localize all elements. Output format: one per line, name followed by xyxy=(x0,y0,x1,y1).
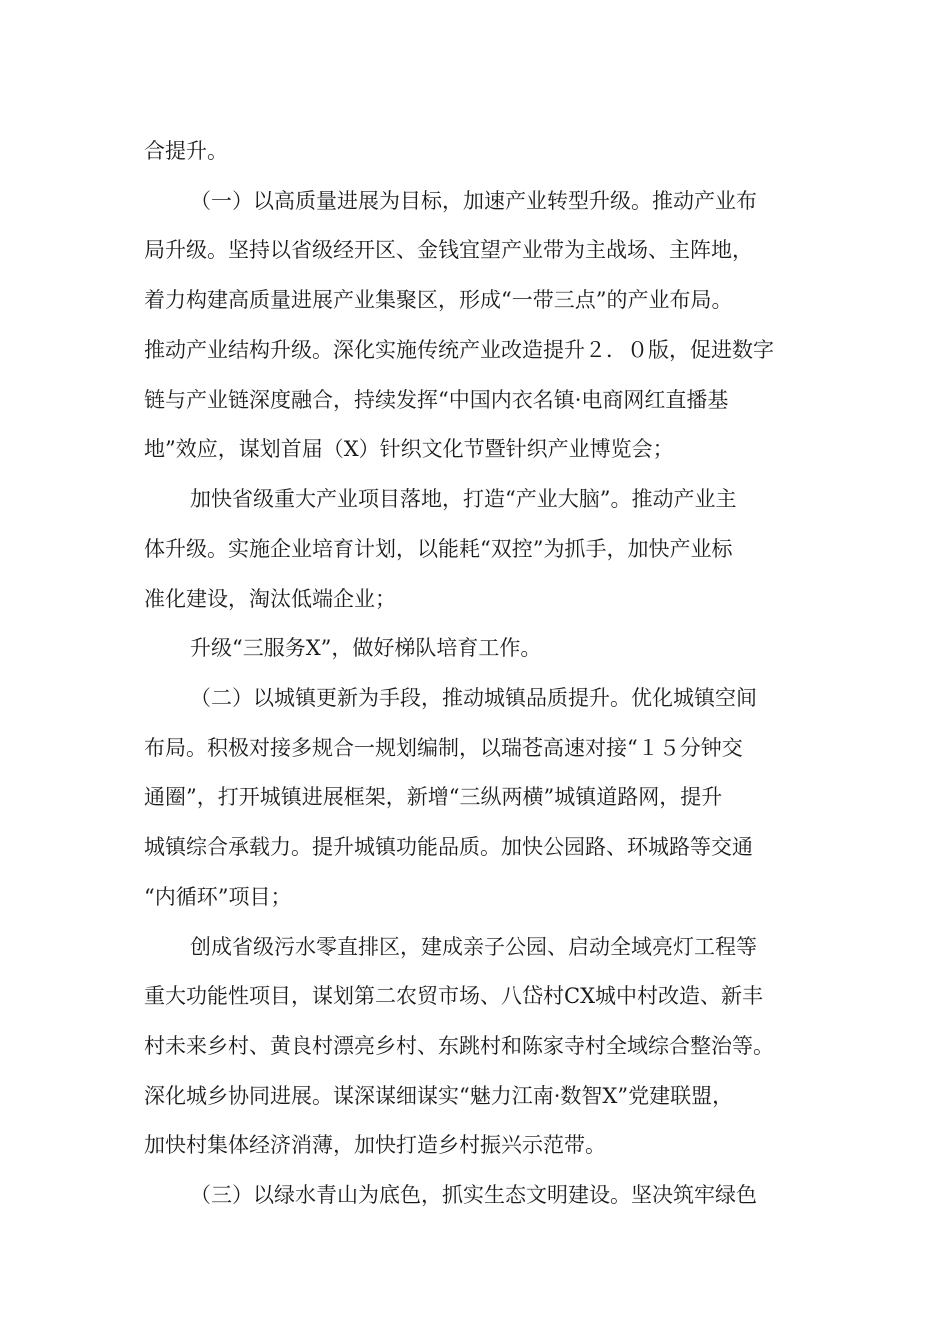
text-line: （一）以高质量进展为目标，加速产业转型升级。推动产业布 xyxy=(190,189,757,213)
text-line: 村未来乡村、黄良村漂亮乡村、东跳村和陈家寺村全域综合整治等。 xyxy=(144,1034,774,1058)
text-line: 推动产业结构升级。深化实施传统产业改造提升２．０版，促进数字 xyxy=(144,338,774,362)
text-line: 重大功能性项目，谋划第二农贸市场、八岱村CX城中村改造、新丰 xyxy=(144,984,764,1008)
text-line: 创成省级污水零直排区，建成亲子公园、启动全域亮灯工程等 xyxy=(190,935,757,959)
text-line: 地”效应，谋划首届（X）针织文化节暨针织产业博览会； xyxy=(144,437,674,461)
text-line: 通圈”，打开城镇进展框架，新增“三纵两横”城镇道路网，提升 xyxy=(144,785,723,809)
text-line: 体升级。实施企业培育计划，以能耗“双控”为抓手，加快产业标 xyxy=(144,537,733,561)
text-line: 城镇综合承载力。提升城镇功能品质。加快公园路、环城路等交通 xyxy=(144,835,753,859)
text-line: 加快村集体经济消薄，加快打造乡村振兴示范带。 xyxy=(144,1133,606,1157)
text-line: 链与产业链深度融合，持续发挥“中国内衣名镇·电商网红直播基 xyxy=(144,388,729,412)
text-line: 布局。积极对接多规合一规划编制，以瑞苍高速对接“１５分钟交 xyxy=(144,736,743,760)
text-line: “内循环”项目； xyxy=(144,885,292,909)
text-line: 着力构建高质量进展产业集聚区，形成“一带三点”的产业布局。 xyxy=(144,288,733,312)
text-line: 局升级。坚持以省级经开区、金钱宜望产业带为主战场、主阵地， xyxy=(144,238,753,262)
text-line: 深化城乡协同进展。谋深谋细谋实“魅力江南·数智X”党建联盟， xyxy=(144,1084,734,1108)
text-line: 合提升。 xyxy=(144,139,228,163)
text-line: （二）以城镇更新为手段，推动城镇品质提升。优化城镇空间 xyxy=(190,686,757,710)
text-line: （三）以绿水青山为底色，抓实生态文明建设。坚决筑牢绿色 xyxy=(190,1183,757,1207)
text-line: 升级“三服务X”，做好梯队培育工作。 xyxy=(190,636,542,660)
text-line: 准化建设，淘汰低端企业； xyxy=(144,587,396,611)
text-line: 加快省级重大产业项目落地，打造“产业大脑”。推动产业主 xyxy=(190,487,737,511)
